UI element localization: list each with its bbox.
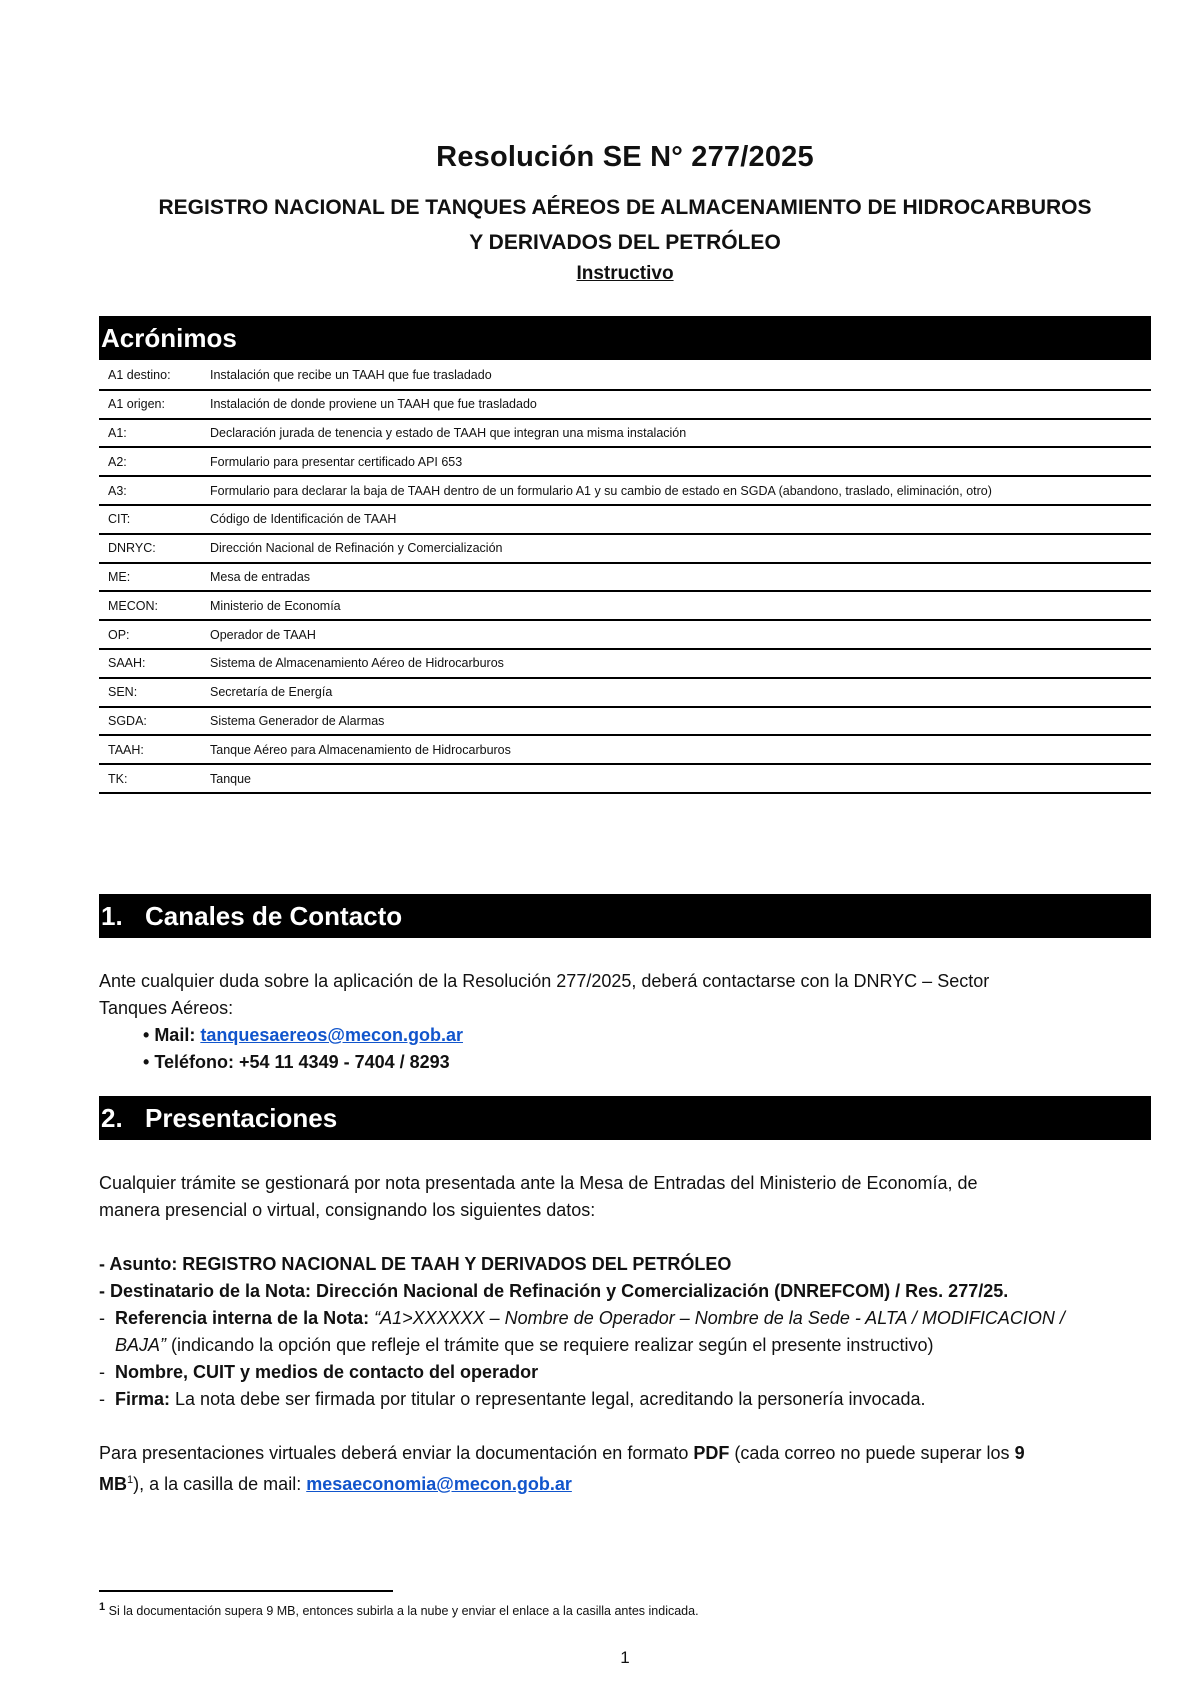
acronym-value: Operador de TAAH [210, 627, 316, 642]
acronym-row [99, 708, 1151, 737]
virtual-text-b: (cada correo no puede superar los [734, 1443, 1010, 1463]
acronym-key: DNRYC: [108, 541, 156, 556]
virtual-text-a: Para presentaciones virtuales deberá enviar la documentación en formato [99, 1443, 689, 1463]
footnote-marker: 1 [99, 1601, 106, 1613]
acronym-row [99, 391, 1151, 420]
subtitle-line-2: Y DERIVADOS DEL PETRÓLEO [469, 231, 781, 254]
requirements-list [99, 1251, 1151, 1413]
virtual-text-c: ), a la casilla de mail: [133, 1474, 302, 1494]
firma-text: La nota debe ser firmada por titular o representante legal, acreditando la personería invocada. [175, 1389, 926, 1409]
mail-link[interactable]: tanquesaereos@mecon.gob.ar [200, 1025, 463, 1045]
contact-phone-item: • Teléfono: +54 11 4349 - 7404 / 8293 [143, 1052, 450, 1072]
acronym-value: Mesa de entradas [210, 569, 311, 584]
section-2-number: 2. [101, 1103, 123, 1133]
acronym-value: Instalación de donde proviene un TAAH que fue trasladado [210, 397, 537, 412]
section-1-intro [99, 968, 1151, 1022]
asunto-line: - Asunto: REGISTRO NACIONAL DE TAAH Y DERIVADOS DEL PETRÓLEO [99, 1254, 732, 1274]
nombre-text: Nombre, CUIT y medios de contacto del operador [115, 1362, 539, 1382]
footnote-ref[interactable]: 1 [127, 1474, 134, 1486]
referencia-description: (indicando la opción que refleje el trámite que se requiere realizar según el presente instructivo) [171, 1335, 934, 1355]
contact-mail-item: • Mail: tanquesaereos@mecon.gob.ar [143, 1025, 463, 1045]
virtual-line-1 [99, 1440, 1151, 1467]
acronym-value: Ministerio de Economía [210, 598, 341, 613]
acronyms-heading: Acrónimos [101, 323, 237, 353]
document-title: Resolución SE N° 277/2025 [436, 141, 814, 173]
acronym-key: SEN: [108, 685, 138, 700]
acronym-value: Instalación que recibe un TAAH que fue trasladado [210, 368, 492, 383]
referencia-line: - Referencia interna de la Nota: “A1>XXXXXX – Nombre de Operador – Nombre de la Sede - ALTA / MODIFICACION / BAJA” (indicando la opción que refleje el trámite que se requiere realizar según el presente instructivo) [99, 1308, 1065, 1355]
acronym-row [99, 736, 1151, 765]
acronym-value: Declaración jurada de tenencia y estado de TAAH que integran una misma instalación [210, 425, 687, 440]
acronym-key: TAAH: [108, 742, 144, 757]
section-1-heading-bar [99, 894, 1151, 938]
acronyms-table [99, 362, 1151, 794]
acronym-row [99, 477, 1151, 506]
acronyms-heading-bar [99, 316, 1151, 360]
acronym-value: Código de Identificación de TAAH [210, 512, 397, 527]
contact-list [143, 1022, 1143, 1076]
document-type-label: Instructivo [576, 263, 674, 284]
acronym-row [99, 765, 1151, 794]
acronym-key: SGDA: [108, 713, 147, 728]
virtual-mb: MB [99, 1474, 127, 1494]
destinatario-line: - Destinatario de la Nota: Dirección Nacional de Refinación y Comercialización (DNREFCOM) / Res. 277/25. [99, 1281, 1009, 1301]
acronym-row [99, 564, 1151, 593]
acronym-key: ME: [108, 569, 131, 584]
acronym-row [99, 420, 1151, 449]
referencia-format-1: “A1>XXXXXX – Nombre de Operador – Nombre de la Sede - ALTA / MODIFICACION / [374, 1308, 1065, 1328]
acronym-value: Formulario para declarar la baja de TAAH dentro de un formulario A1 y su cambio de estado en SGDA (abandono, traslado, eliminación, otro) [210, 483, 992, 498]
section-2-intro [99, 1170, 1151, 1224]
acronym-value: Tanque [210, 771, 252, 786]
section-1-intro-line-2: Tanques Aéreos: [99, 998, 234, 1018]
phone-label: Teléfono: [154, 1052, 234, 1072]
referencia-label: Referencia interna de la Nota: [115, 1308, 370, 1328]
acronym-row [99, 650, 1151, 679]
acronym-row [99, 679, 1151, 708]
acronym-row [99, 621, 1151, 650]
acronym-key: SAAH: [108, 656, 146, 671]
acronym-key: A1: [108, 425, 127, 440]
section-1-number: 1. [101, 901, 123, 931]
acronym-row [99, 448, 1151, 477]
acronym-key: CIT: [108, 512, 131, 527]
acronym-key: A3: [108, 483, 127, 498]
acronym-row [99, 535, 1151, 564]
phone-value: +54 11 4349 - 7404 / 8293 [238, 1052, 450, 1072]
subtitle-line-1: REGISTRO NACIONAL DE TANQUES AÉREOS DE ALMACENAMIENTO DE HIDROCARBUROS [158, 196, 1092, 219]
footnote-divider [99, 1590, 393, 1592]
acronym-key: OP: [108, 627, 130, 642]
page-number: 1 [620, 1648, 630, 1667]
virtual-submission-paragraph [99, 1440, 1151, 1498]
virtual-line-2 [99, 1467, 1151, 1498]
nombre-line: - Nombre, CUIT y medios de contacto del operador [99, 1362, 539, 1382]
footnote [99, 1601, 699, 1618]
section-2-heading: Presentaciones [145, 1103, 338, 1133]
acronym-row [99, 506, 1151, 535]
firma-label: Firma: [115, 1389, 171, 1409]
acronym-value: Secretaría de Energía [210, 685, 333, 700]
acronym-value: Dirección Nacional de Refinación y Comercialización [210, 541, 503, 556]
footnote-text: Si la documentación supera 9 MB, entonces subirla a la nube y enviar el enlace a la casilla antes indicada. [108, 1604, 699, 1619]
section-2-intro-line-2: manera presencial o virtual, consignando los siguientes datos: [99, 1200, 596, 1220]
acronym-key: A1 destino: [108, 368, 171, 383]
section-2-heading-bar [99, 1096, 1151, 1140]
acronym-value: Tanque Aéreo para Almacenamiento de Hidrocarburos [210, 742, 511, 757]
acronym-value: Sistema de Almacenamiento Aéreo de Hidrocarburos [210, 656, 504, 671]
acronym-key: A2: [108, 454, 127, 469]
acronym-key: MECON: [108, 598, 158, 613]
firma-line: - Firma: La nota debe ser firmada por titular o representante legal, acreditando la personería invocada. [99, 1389, 926, 1409]
referencia-format-2: BAJA” [115, 1335, 167, 1355]
acronym-row [99, 362, 1151, 391]
acronym-key: TK: [108, 771, 128, 786]
mesa-email-link[interactable]: mesaeconomia@mecon.gob.ar [306, 1474, 572, 1494]
acronym-row [99, 592, 1151, 621]
document-subtitle [99, 190, 1151, 260]
virtual-nine: 9 [1014, 1443, 1025, 1463]
document-type [99, 263, 1151, 285]
virtual-pdf: PDF [693, 1443, 730, 1463]
section-1-intro-line-1: Ante cualquier duda sobre la aplicación de la Resolución 277/2025, deberá contactarse con la DNRYC – Sector [99, 971, 990, 991]
section-1-heading: Canales de Contacto [145, 901, 403, 931]
acronym-value: Formulario para presentar certificado API 653 [210, 454, 463, 469]
acronym-key: A1 origen: [108, 397, 165, 412]
acronym-value: Sistema Generador de Alarmas [210, 713, 385, 728]
mail-label: Mail: [154, 1025, 196, 1045]
section-2-intro-line-1: Cualquier trámite se gestionará por nota presentada ante la Mesa de Entradas del Ministerio de Economía, de [99, 1173, 978, 1193]
